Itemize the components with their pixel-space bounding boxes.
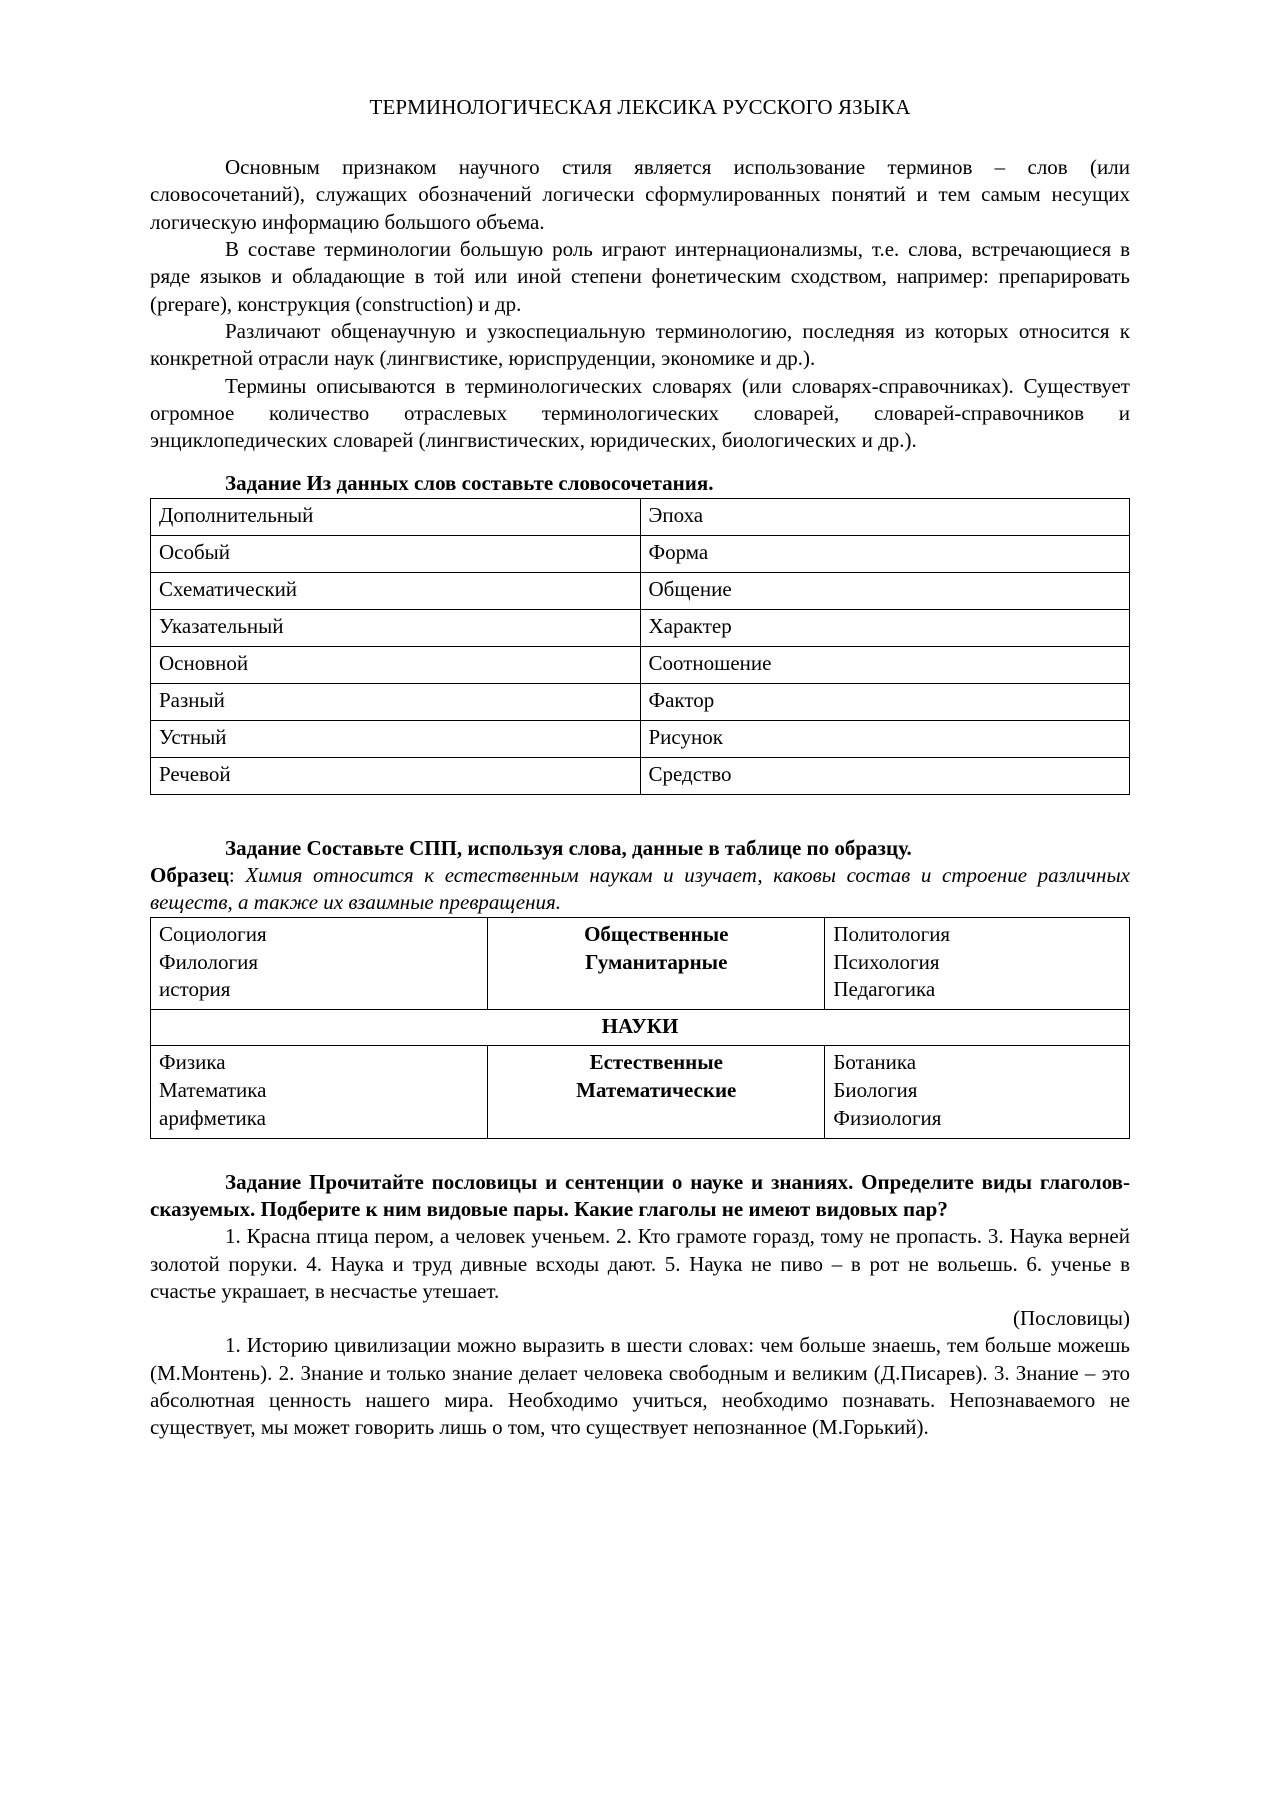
table-row (151, 683, 1130, 720)
table-cell-adjective: Дополнительный (151, 498, 641, 535)
task2-heading-text: Задание Составьте СПП, используя слова, данные в таблице по образцу (225, 835, 907, 860)
sciences-middle-bottom (488, 1045, 825, 1138)
list-item: Гуманитарные (585, 949, 728, 974)
list-item: Филология (159, 949, 259, 974)
list-item: Физика (159, 1049, 226, 1074)
sciences-center-label: НАУКИ (151, 1010, 1130, 1045)
table-row (151, 572, 1130, 609)
spacer (150, 454, 1130, 470)
sciences-left-bottom (151, 1045, 488, 1138)
list-item: Математика (159, 1077, 267, 1102)
table-cell-adjective: Разный (151, 683, 641, 720)
list-item: арифметика (159, 1105, 266, 1130)
table-row (151, 609, 1130, 646)
list-item: Социология (159, 921, 267, 946)
sciences-right-bottom (825, 1045, 1130, 1138)
table-row (151, 535, 1130, 572)
table-row (151, 1045, 1130, 1138)
table-cell-noun: Средство (640, 757, 1130, 794)
table-row (151, 757, 1130, 794)
table-cell-adjective: Основной (151, 646, 641, 683)
table-cell-adjective: Речевой (151, 757, 641, 794)
table-cell-adjective: Схематический (151, 572, 641, 609)
list-item: история (159, 977, 231, 1002)
table-cell-noun: Соотношение (640, 646, 1130, 683)
list-item: Математические (576, 1077, 737, 1102)
page-title: ТЕРМИНОЛОГИЧЕСКАЯ ЛЕКСИКА РУССКОГО ЯЗЫКА (369, 95, 911, 119)
task2-heading (150, 835, 1130, 862)
sciences-right-top (825, 917, 1130, 1010)
task3-heading: Задание Прочитайте пословицы и сентенции о науке и знаниях. Определите виды глаголов-сказуемых. Подберите к ним видовые пары. Какие глаголы не имеют видовых пар? (150, 1169, 1130, 1221)
paragraph-2: В составе терминологии большую роль играют интернационализмы, т.е. слова, встречающиеся в ряде языков и обладающие в той или иной степени фонетическим сходством, например: препарировать (prepare), конструкция (construction) и др. (150, 237, 1130, 316)
table-cell-adjective: Указательный (151, 609, 641, 646)
task3-proverbs: 1. Красна птица пером, а человек ученьем. 2. Кто грамоте горазд, тому не пропасть. 3. Наука верней золотой поруки. 4. Наука и труд дивные всходы дают. 5. Наука не пиво – в рот не вольешь. 6. ученье в счастье украшает, в несчастье утешает. (150, 1224, 1130, 1303)
sample-text: Химия относится к естественным наукам и изучает, каковы состав и строение различных веществ, а также их взаимные превращения. (150, 863, 1130, 915)
list-item: Политология (833, 921, 951, 946)
list-item: Физиология (833, 1105, 942, 1130)
task3-source-note: (Пословицы) (1013, 1306, 1130, 1331)
table-cell-noun: Общение (640, 572, 1130, 609)
list-item: Общественные (584, 921, 729, 946)
task2-heading-tail: . (906, 835, 912, 860)
table-row (151, 646, 1130, 683)
sciences-left-top (151, 917, 488, 1010)
table-cell-noun: Рисунок (640, 720, 1130, 757)
paragraph-3: Различают общенаучную и узкоспециальную терминологию, последняя из которых относится к конкретной отрасли наук (лингвистике, юриспруденции, экономике и др.). (150, 318, 1130, 371)
task1-heading: Задание Из данных слов составьте словосочетания. (225, 471, 714, 496)
list-item: Естественные (589, 1049, 723, 1074)
word-pairs-table (150, 498, 1130, 795)
list-item: Психология (833, 949, 940, 974)
sample-label: Образец (150, 863, 229, 888)
list-item: Ботаника (833, 1049, 917, 1074)
task3-quotes: 1. Историю цивилизации можно выразить в шести словах: чем больше знаешь, тем больше можешь (М.Монтень). 2. Знание и только знание делает человека свободным и великим (Д.Писарев). 3. Знание – это абсолютная ценность нашего мира. Необходимо учиться, необходимо познавать. Непознаваемого не существует, мы может говорить лишь о том, что существует непознанное (М.Горький). (150, 1333, 1130, 1440)
table-cell-noun: Эпоха (640, 498, 1130, 535)
table-row (151, 720, 1130, 757)
spacer (150, 1139, 1130, 1169)
table-row (151, 917, 1130, 1010)
task2-sample (150, 862, 1130, 917)
paragraph-4: Термины описываются в терминологических словарях (или словарях-справочниках). Существует огромное количество отраслевых терминологических словарей, словарей-справочников и энциклопедических словарей (лингвистических, юридических, биологических и др.). (150, 373, 1130, 453)
sample-separator: : (228, 863, 246, 888)
table-cell-noun: Фактор (640, 683, 1130, 720)
table-cell-adjective: Устный (151, 720, 641, 757)
table-cell-noun: Форма (640, 535, 1130, 572)
sciences-middle-top (488, 917, 825, 1010)
table-cell-noun: Характер (640, 609, 1130, 646)
sciences-table (150, 917, 1130, 1139)
list-item: Биология (833, 1077, 918, 1102)
spacer (150, 795, 1130, 835)
list-item: Педагогика (833, 977, 936, 1002)
table-row (151, 498, 1130, 535)
paragraph-1: Основным признаком научного стиля является использование терминов – слов (или словосочетаний), служащих обозначений логически сформулированных понятий и тем самым несущих логическую информацию большого объема. (150, 155, 1130, 234)
table-row (151, 1010, 1130, 1045)
table-cell-adjective: Особый (151, 535, 641, 572)
